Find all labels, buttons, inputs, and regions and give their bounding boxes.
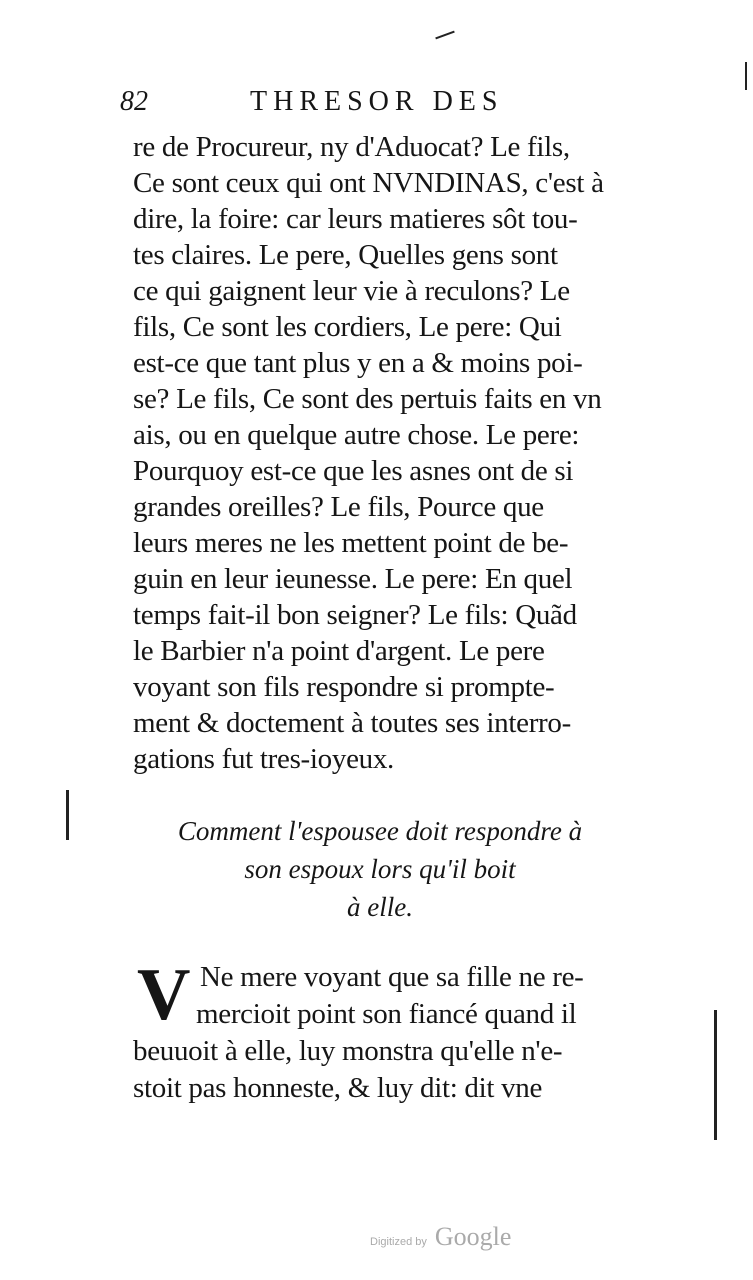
text-line: gations fut tres-ioyeux.	[133, 743, 394, 775]
text-line: grandes oreilles? Le fils, Pource que	[133, 491, 544, 523]
text-line: voyant son fils respondre si prompte-	[133, 671, 555, 703]
text-line: beuuoit à elle, luy monstra qu'elle n'e-	[133, 1035, 563, 1067]
text-line: ais, ou en quelque autre chose. Le pere:	[133, 419, 580, 451]
heading-line: Comment l'espousee doit respondre à	[177, 816, 583, 846]
heading-line: à elle.	[347, 892, 413, 922]
running-title: THRESOR DES	[250, 86, 504, 117]
ink-mark	[745, 62, 747, 90]
digitized-watermark	[370, 1222, 550, 1252]
text-line: Pourquoy est-ce que les asnes ont de si	[133, 455, 574, 487]
text-line: dire, la foire: car leurs matieres sôt tou-	[133, 203, 578, 235]
text-line: temps fait-il bon seigner? Le fils: Quãd	[133, 599, 577, 631]
digitized-label: Digitized by	[370, 1236, 427, 1248]
text-line: Ce sont ceux qui ont NVNDINAS, c'est à	[133, 167, 604, 199]
text-line: re de Procureur, ny d'Aduocat? Le fils,	[133, 131, 570, 163]
text-line: tes claires. Le pere, Quelles gens sont	[133, 239, 558, 271]
text-line: ment & doctement à toutes ses interro-	[133, 707, 571, 739]
text-line: fils, Ce sont les cordiers, Le pere: Qui	[133, 311, 562, 343]
ink-mark	[66, 790, 69, 840]
ink-mark	[435, 31, 454, 40]
text-line: Ne mere voyant que sa fille ne re-	[200, 961, 584, 993]
text-line: est-ce que tant plus y en a & moins poi-	[133, 347, 583, 379]
heading-line: son espoux lors qu'il boit	[244, 854, 516, 884]
drop-cap: V	[137, 954, 191, 1036]
text-line: se? Le fils, Ce sont des pertuis faits en vn	[133, 383, 602, 415]
page-number: 82	[120, 86, 148, 117]
text-line: guin en leur ieunesse. Le pere: En quel	[133, 563, 573, 595]
text-line: le Barbier n'a point d'argent. Le pere	[133, 635, 545, 667]
text-line: ce qui gaignent leur vie à reculons? Le	[133, 275, 570, 307]
text-line: mercioit point son fiancé quand il	[196, 998, 577, 1030]
text-line: stoit pas honneste, & luy dit: dit vne	[133, 1072, 543, 1104]
google-wordmark: Google	[434, 1222, 512, 1251]
text-line: leurs meres ne les mettent point de be-	[133, 527, 569, 559]
ink-mark	[714, 1010, 717, 1140]
